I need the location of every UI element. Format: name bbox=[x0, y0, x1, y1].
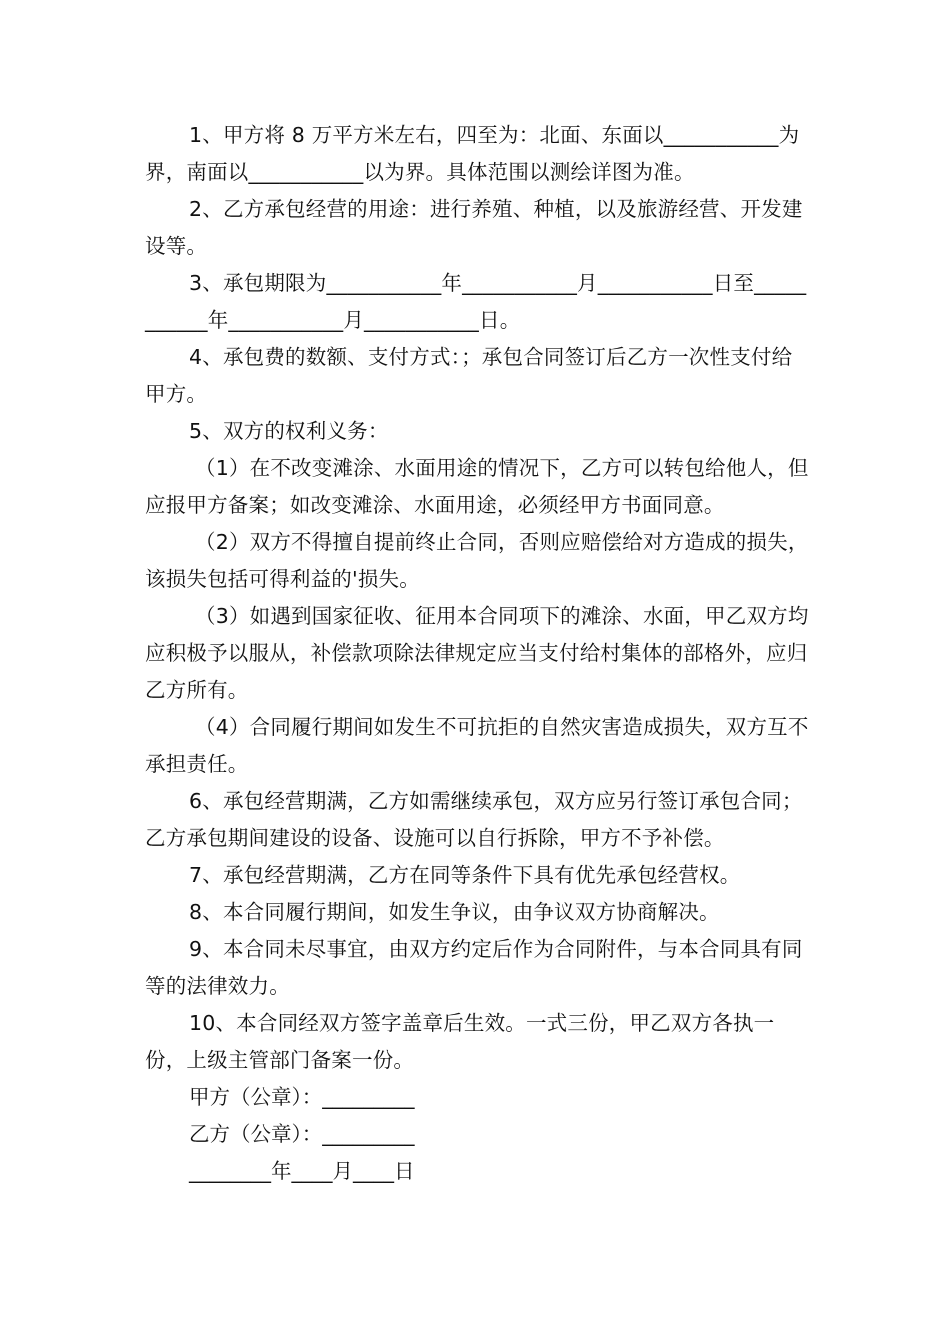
clause-4: 4、承包费的数额、支付方式：；承包合同签订后乙方一次性支付给甲方。 bbox=[145, 345, 793, 406]
clause-7: 7、承包经营期满，乙方在同等条件下具有优先承包经营权。 bbox=[189, 863, 741, 887]
clause-10: 10、本合同经双方签字盖章后生效。一式三份，甲乙双方各执一份，上级主管部门备案一份。 bbox=[145, 1011, 775, 1072]
clause-5-4: （4）合同履行期间如发生不可抗拒的自然灾害造成损失，双方互不承担责任。 bbox=[145, 715, 809, 776]
clause-3: 3、承包期限为___________年___________月___________日至___________年___________月___________日。 bbox=[145, 271, 807, 332]
clause-5-2: （2）双方不得擅自提前终止合同，否则应赔偿给对方造成的损失，该损失包括可得利益的'损失。 bbox=[145, 530, 809, 591]
clause-5: 5、双方的权利义务： bbox=[189, 419, 389, 443]
clause-5-3: （3）如遇到国家征收、征用本合同项下的滩涂、水面，甲乙双方均应积极予以服从，补偿款项除法律规定应当支付给村集体的部格外，应归乙方所有。 bbox=[145, 604, 809, 702]
clause-9: 9、本合同未尽事宜，由双方约定后作为合同附件，与本合同具有同等的法律效力。 bbox=[145, 937, 803, 998]
clause-6: 6、承包经营期满，乙方如需继续承包，双方应另行签订承包合同；乙方承包期间建设的设备、设施可以自行拆除，甲方不予补偿。 bbox=[145, 789, 803, 850]
clause-5-1: （1）在不改变滩涂、水面用途的情况下，乙方可以转包给他人，但应报甲方备案；如改变滩涂、水面用途，必须经甲方书面同意。 bbox=[145, 456, 809, 517]
clause-8: 8、本合同履行期间，如发生争议，由争议双方协商解决。 bbox=[189, 900, 720, 924]
signature-date: ________年____月____日 bbox=[189, 1159, 415, 1183]
party-a-signature: 甲方（公章）：_________ bbox=[189, 1085, 415, 1109]
clause-2: 2、乙方承包经营的用途：进行养殖、种植，以及旅游经营、开发建设等。 bbox=[145, 197, 803, 258]
clause-1: 1、甲方将 8 万平方米左右，四至为：北面、东面以___________为界，南面以___________以为界。具体范围以测绘详图为准。 bbox=[145, 123, 800, 184]
contract-body bbox=[145, 117, 810, 1190]
party-b-signature: 乙方（公章）：_________ bbox=[189, 1122, 415, 1146]
